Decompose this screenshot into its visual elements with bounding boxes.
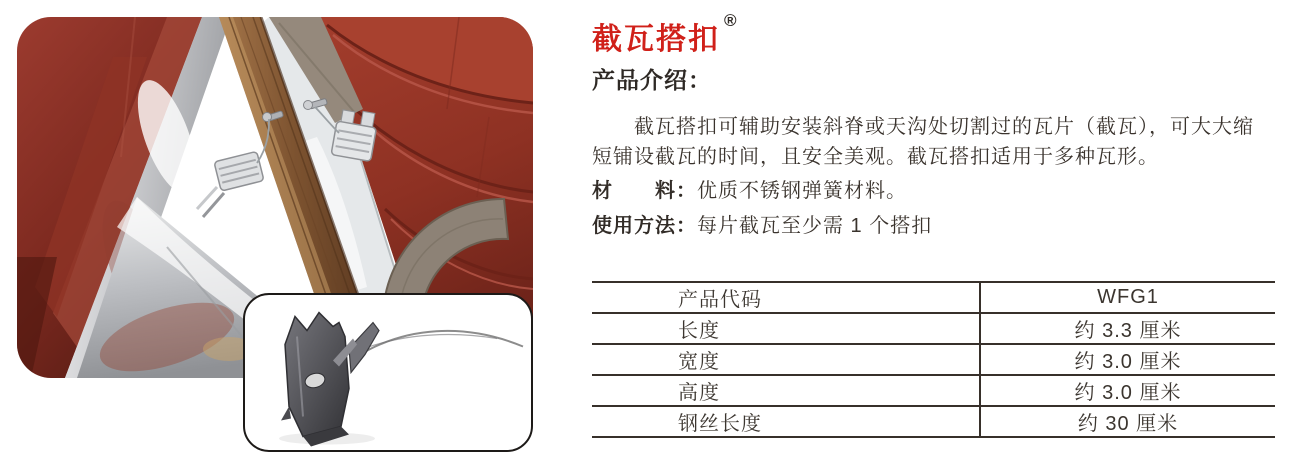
intro-line-1: 截瓦搭扣可辅助安装斜脊或天沟处切割过的瓦片（截瓦），可大大缩: [634, 116, 1254, 138]
table-row: [592, 344, 1275, 375]
spec-value-cell: 约 30 厘米: [980, 406, 1275, 437]
spec-table: [592, 281, 1275, 438]
product-photo-figure: [17, 17, 533, 453]
usage-value: 每片截瓦至少需 1 个搭扣: [697, 215, 933, 237]
clip-closeup-drawing: [245, 295, 531, 450]
registered-trademark: ®: [724, 11, 737, 30]
spec-label-cell: 高度: [592, 375, 980, 406]
material-label: 材 料：: [592, 180, 697, 202]
table-row: [592, 406, 1275, 437]
spec-label-cell: 宽度: [592, 344, 980, 375]
spec-label-cell: 长度: [592, 313, 980, 344]
spec-value-cell: WFG1: [980, 282, 1275, 313]
spec-label-cell: 产品代码: [592, 282, 980, 313]
page-title: [592, 11, 737, 58]
material-value: 优质不锈钢弹簧材料。: [697, 180, 907, 202]
table-row: [592, 313, 1275, 344]
clip-detail-inset: [243, 293, 533, 452]
table-row: [592, 375, 1275, 406]
product-name: 截瓦搭扣: [592, 23, 720, 56]
spec-value-cell: 约 3.3 厘米: [980, 313, 1275, 344]
intro-heading: 产品介绍：: [592, 67, 712, 93]
material-line: [592, 176, 907, 206]
spec-label-cell: 钢丝长度: [592, 406, 980, 437]
usage-label: 使用方法：: [592, 215, 697, 237]
spec-table-body: [592, 282, 1275, 437]
product-info: [592, 0, 1297, 460]
intro-line-2: 短铺设截瓦的时间，且安全美观。截瓦搭扣适用于多种瓦形。: [592, 146, 1159, 168]
spec-value-cell: 约 3.0 厘米: [980, 344, 1275, 375]
spec-value-cell: 约 3.0 厘米: [980, 375, 1275, 406]
usage-line: [592, 211, 932, 241]
table-row: [592, 282, 1275, 313]
spring-clip-body: [281, 313, 379, 447]
